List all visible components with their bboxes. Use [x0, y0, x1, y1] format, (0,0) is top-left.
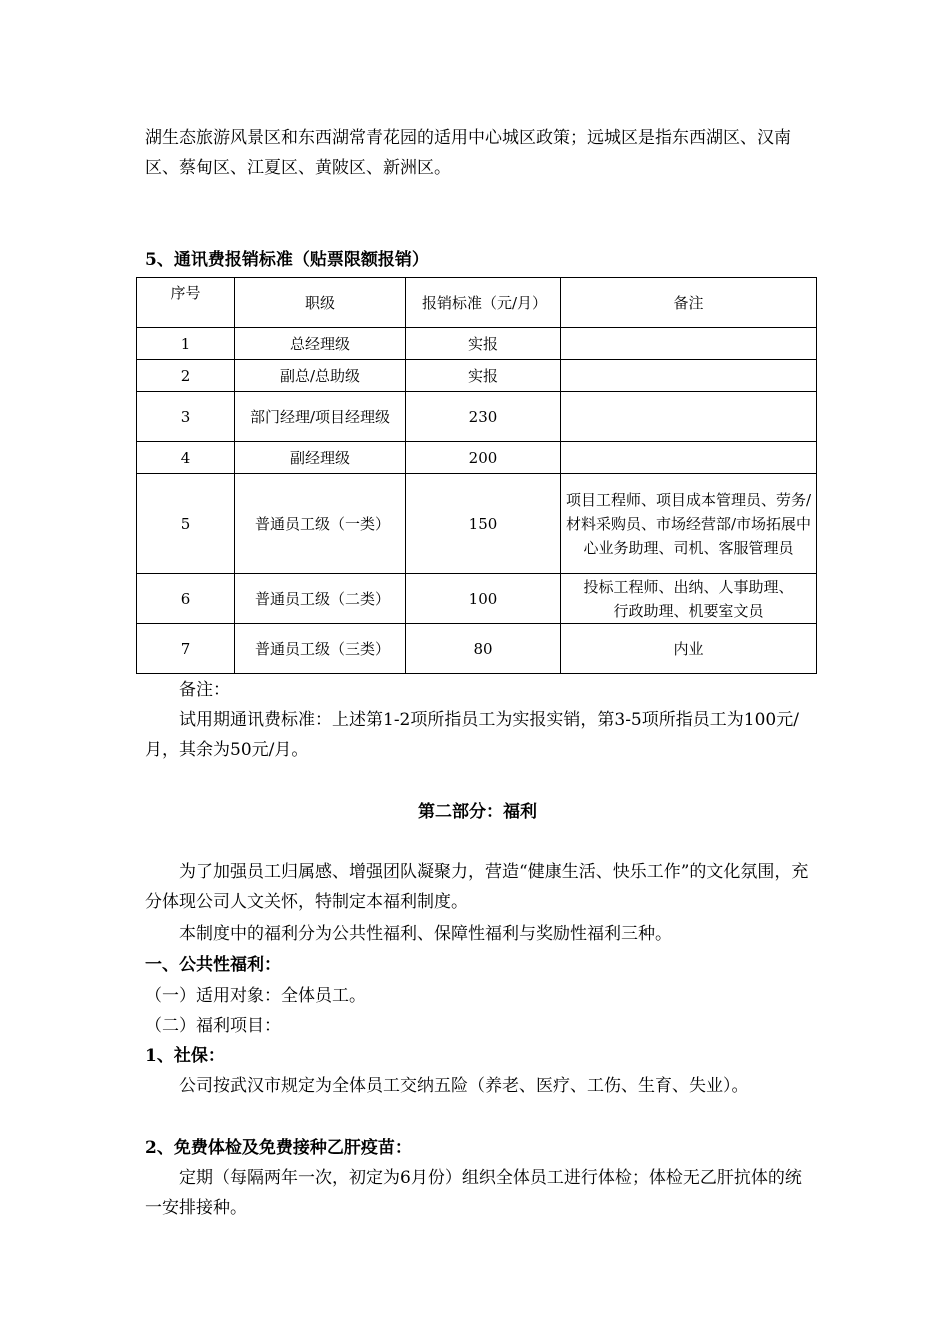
cell-note — [561, 392, 817, 442]
cell-level: 普通员工级（二类） — [235, 574, 406, 624]
table-row — [137, 624, 817, 674]
cell-standard: 200 — [406, 442, 561, 474]
public-welfare-title: 一、公共性福利： — [145, 955, 281, 975]
remark-label: 备注： — [179, 680, 230, 700]
table-row — [137, 574, 817, 624]
cell-seq: 2 — [137, 360, 235, 392]
intro-paragraph-1: 为了加强员工归属感、增强团队凝聚力，营造“健康生活、快乐工作”的文化氛围，充分体现公司人文关怀，特制定本福利制度。 — [145, 862, 809, 912]
cell-standard: 230 — [406, 392, 561, 442]
table-header-row — [137, 278, 817, 328]
cell-level: 总经理级 — [235, 328, 406, 360]
welfare-items-heading: （二）福利项目： — [145, 1016, 281, 1036]
cell-seq: 4 — [137, 442, 235, 474]
table-row — [137, 328, 817, 360]
header-standard: 报销标准（元/月） — [406, 278, 561, 328]
cell-seq: 5 — [137, 474, 235, 574]
cell-standard: 100 — [406, 574, 561, 624]
cell-seq: 1 — [137, 328, 235, 360]
cell-standard: 实报 — [406, 328, 561, 360]
cell-level: 部门经理/项目经理级 — [235, 392, 406, 442]
applicable-scope: （一）适用对象：全体员工。 — [145, 986, 366, 1006]
header-note: 备注 — [561, 278, 817, 328]
section5-title: 5、通讯费报销标准（贴票限额报销） — [145, 250, 429, 270]
cell-seq: 6 — [137, 574, 235, 624]
cell-seq: 7 — [137, 624, 235, 674]
table-row — [137, 474, 817, 574]
cell-level: 副经理级 — [235, 442, 406, 474]
item2-title: 2、免费体检及免费接种乙肝疫苗： — [145, 1138, 412, 1158]
item1-text: 公司按武汉市规定为全体员工交纳五险（养老、医疗、工伤、生育、失业）。 — [179, 1076, 749, 1096]
item2-text: 定期（每隔两年一次，初定为6月份）组织全体员工进行体检；体检无乙肝抗体的统一安排接种。 — [145, 1168, 802, 1218]
cell-note — [561, 328, 817, 360]
cell-level: 副总/总助级 — [235, 360, 406, 392]
cell-standard: 150 — [406, 474, 561, 574]
communication-fee-table — [136, 277, 817, 674]
cell-standard: 实报 — [406, 360, 561, 392]
cell-note: 内业 — [561, 624, 817, 674]
cell-level: 普通员工级（三类） — [235, 624, 406, 674]
remark-text: 试用期通讯费标准：上述第1-2项所指员工为实报实销，第3-5项所指员工为100元/月，其余为50元/月。 — [145, 710, 799, 760]
header-level: 职级 — [235, 278, 406, 328]
table-row — [137, 360, 817, 392]
cell-standard: 80 — [406, 624, 561, 674]
intro-paragraph-2: 本制度中的福利分为公共性福利、保障性福利与奖励性福利三种。 — [179, 924, 672, 944]
header-seq: 序号 — [137, 278, 235, 328]
cell-note: 项目工程师、项目成本管理员、劳务/材料采购员、市场经营部/市场拓展中心业务助理、司机、客服管理员 — [561, 474, 817, 574]
part2-title: 第二部分：福利 — [418, 802, 537, 822]
cell-level: 普通员工级（一类） — [235, 474, 406, 574]
table-row — [137, 442, 817, 474]
top-paragraph: 湖生态旅游风景区和东西湖常青花园的适用中心城区政策；远城区是指东西湖区、汉南区、蔡甸区、江夏区、黄陂区、新洲区。 — [145, 128, 791, 178]
item1-title: 1、社保： — [145, 1046, 225, 1066]
table-row — [137, 392, 817, 442]
cell-note — [561, 442, 817, 474]
cell-note — [561, 360, 817, 392]
cell-note: 投标工程师、出纳、人事助理、行政助理、机要室文员 — [561, 574, 817, 624]
cell-seq: 3 — [137, 392, 235, 442]
